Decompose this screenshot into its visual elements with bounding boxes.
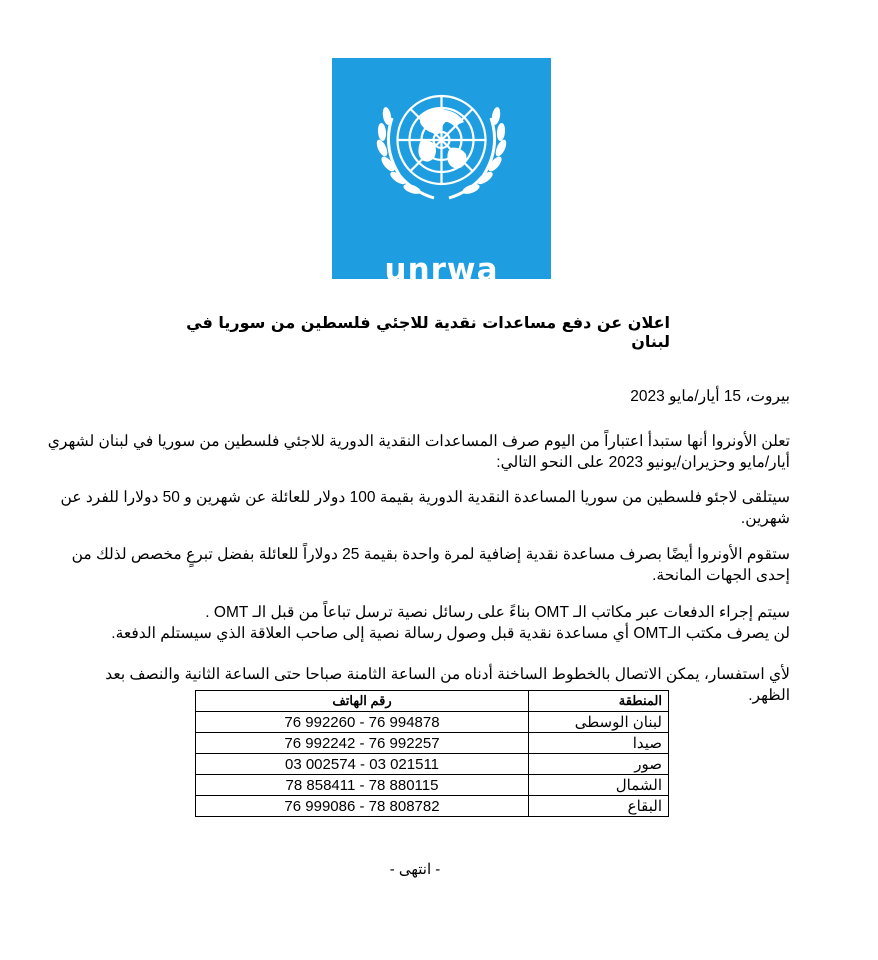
phone-cell: 76 992242 - 76 992257 (196, 733, 529, 754)
paragraph-line: إحدى الجهات المانحة. (652, 567, 790, 584)
page-title: اعلان عن دفع مساعدات نقدية للاجئي فلسطين من سوريا في لبنان (186, 313, 670, 351)
date-line: بيروت، 15 أيار/مايو 2023 (630, 388, 790, 405)
paragraph-line: سيتم إجراء الدفعات عبر مكاتب الـ OMT بناءً على رسائل نصية ترسل تباعاً من قبل الـ OMT . (205, 604, 790, 621)
paragraph-amounts (60, 487, 790, 529)
region-cell: صور (529, 754, 669, 775)
hotline-table (195, 690, 669, 817)
table-row (196, 733, 669, 754)
paragraph-line: سيتلقى لاجئو فلسطين من سوريا المساعدة النقدية الدورية بقيمة 100 دولار للعائلة عن شهرين و 50 دولارا للفرد عن (60, 489, 790, 506)
paragraph-line: تعلن الأونروا أنها ستبدأ اعتباراً من اليوم صرف المساعدات النقدية الدورية للاجئي فلسطين من سوريا في لبنان لشهري (47, 433, 790, 450)
logo-wordmark-ar: الاونروا (393, 287, 490, 317)
logo-wordmark-en: unrwa (384, 252, 499, 288)
paragraph-omt (90, 602, 790, 644)
paragraph-line: لن يصرف مكتب الـOMT أي مساعدة نقدية قبل وصول رسالة نصية إلى صاحب العلاقة الذي سيستلم الدفعة. (111, 625, 790, 642)
header-phone: رقم الهاتف (196, 691, 529, 712)
region-cell: لبنان الوسطى (529, 712, 669, 733)
phone-cell: 03 002574 - 03 021511 (196, 754, 529, 775)
phone-cell: 78 858411 - 78 880115 (196, 775, 529, 796)
paragraph-line: ستقوم الأونروا أيضًا بصرف مساعدة نقدية إضافية لمرة واحدة بقيمة 25 دولاراً للعائلة بفضل تبرعٍ مخصص لذلك من (71, 546, 790, 563)
header-region: المنطقة (529, 691, 669, 712)
un-emblem-icon (332, 58, 551, 279)
region-cell: الشمال (529, 775, 669, 796)
paragraph-line: شهرين. (740, 510, 790, 527)
table-row (196, 712, 669, 733)
paragraph-schedule (47, 431, 790, 473)
table-header-row (196, 691, 669, 712)
paragraph-inquiries: لأي استفسار، يمكن الاتصال بالخطوط الساخنة أدناه من الساعة الثامنة صباحا حتى الساعة الثانية والنصف بعد الظهر. (105, 666, 790, 704)
phone-cell: 76 999086 - 78 808782 (196, 796, 529, 817)
paragraph-additional (71, 544, 790, 586)
region-cell: صيدا (529, 733, 669, 754)
phone-cell: 76 992260 - 76 994878 (196, 712, 529, 733)
region-cell: البقاع (529, 796, 669, 817)
end-marker: - انتهى - (389, 861, 441, 878)
table-row (196, 796, 669, 817)
table-row (196, 754, 669, 775)
paragraph-line: أيار/مايو وحزيران/يونيو 2023 على النحو التالي: (496, 454, 790, 471)
table-row (196, 775, 669, 796)
unrwa-logo (332, 58, 551, 317)
